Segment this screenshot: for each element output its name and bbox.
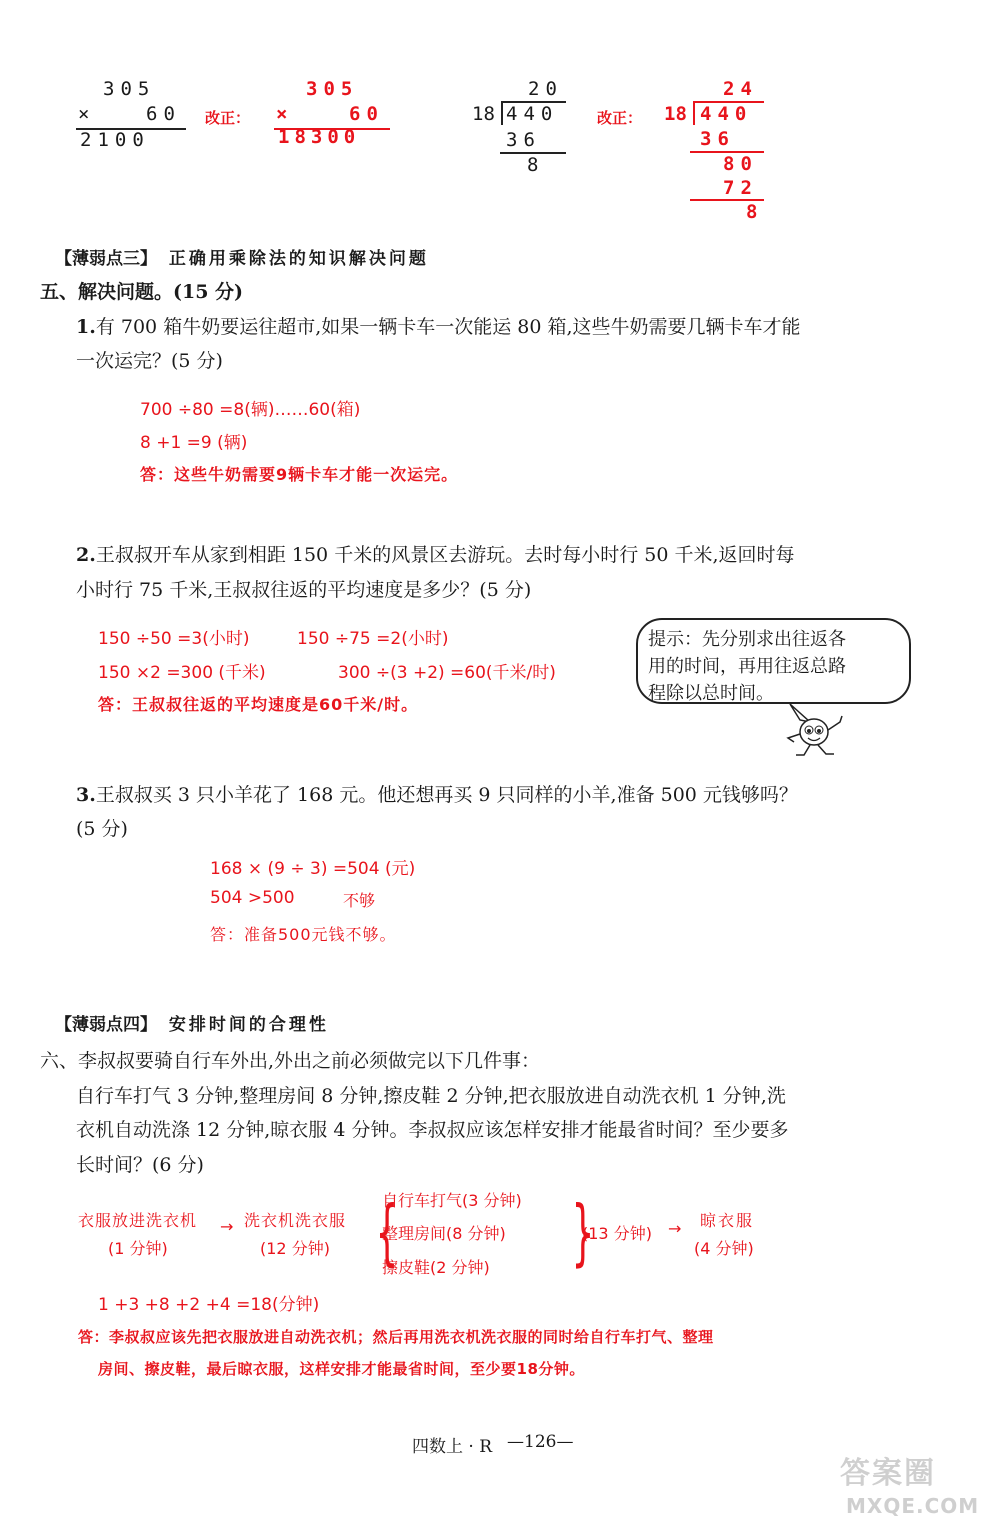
weak-point-4 — [55, 1010, 329, 1035]
mult-right-b: 60 — [349, 103, 384, 125]
div-wrong-rem: 8 — [527, 154, 539, 176]
q2-answer-2b: 300 ÷(3 +2) =60(千米/时) — [338, 663, 556, 683]
mult-wrong-op: × — [78, 103, 90, 125]
q1-line1 — [76, 310, 801, 344]
q2-line2: 小时行 75 千米,王叔叔往返的平均速度是多少？(5 分) — [76, 579, 532, 601]
q3-answer-2a: 504 >500 — [210, 888, 295, 908]
q3-num: 3. — [76, 784, 96, 806]
q3-line1 — [76, 778, 798, 812]
flow-parallel-time: (13 分钟) — [582, 1224, 652, 1243]
footer-label: 四数上 · R — [412, 1437, 493, 1457]
div-right-dividend: 440 — [700, 103, 753, 125]
div-wrong-dividend: 440 — [506, 103, 559, 125]
correction-label-2: 改正： — [597, 109, 643, 127]
q2-num: 2. — [76, 544, 96, 566]
weak-point-3 — [55, 244, 429, 269]
q2-line1 — [76, 538, 795, 572]
section-6-line2: 衣机自动洗涤 12 分钟,晾衣服 4 分钟。李叔叔应该怎样安排才能最省时间？至少要多 — [76, 1119, 789, 1141]
hint-line-1: 提示：先分别求出往返各 — [648, 629, 846, 650]
flow-parallel-1: 自行车打气(3 分钟) — [382, 1191, 522, 1210]
div-wrong-quotient: 20 — [528, 78, 563, 100]
mult-right-a: 305 — [306, 78, 359, 100]
div-right-sub2: 72 — [723, 177, 758, 199]
q3-line2: (5 分) — [76, 818, 128, 840]
mult-wrong-result: 2100 — [80, 129, 150, 151]
section-6-line3: 长时间？(6 分) — [76, 1154, 204, 1176]
watermark-url: MXQE.COM — [846, 1494, 980, 1518]
flow-step-4: 晾衣服 — [700, 1211, 755, 1230]
flow-step-1: 衣服放进洗衣机 — [78, 1211, 198, 1230]
div-right-sub1: 36 — [700, 128, 735, 150]
flow-step-2: 洗衣机洗衣服 — [244, 1211, 347, 1230]
div-right-quotient: 24 — [723, 78, 758, 100]
mult-wrong-b: 60 — [146, 103, 181, 125]
flow-brace-right-icon: } — [571, 1190, 595, 1274]
correction-label-1: 改正： — [205, 109, 251, 127]
q2-answer-1b: 150 ÷75 =2(小时) — [297, 629, 449, 649]
flow-parallel-2: 整理房间(8 分钟) — [382, 1224, 506, 1243]
flow-step-2-time: (12 分钟) — [260, 1239, 330, 1258]
flow-brace-left-icon: { — [375, 1190, 399, 1274]
flow-arrow-2-icon: → — [668, 1219, 682, 1238]
div-right-divisor: 18 — [664, 103, 687, 125]
q3-answer-3: 答：准备500元钱不够。 — [210, 925, 397, 944]
q3-answer-2b: 不够 — [343, 891, 376, 910]
hint-bubble — [636, 618, 911, 704]
q1-answer-3: 答：这些牛奶需要9辆卡车才能一次运完。 — [140, 465, 459, 484]
q1-num: 1. — [76, 316, 96, 338]
flow-arrow-1-icon: → — [220, 1217, 234, 1236]
div-wrong-sub: 36 — [506, 129, 541, 151]
div-right-mid: 80 — [723, 153, 758, 175]
hint-line-2: 用的时间，再用往返总路 — [648, 656, 846, 677]
flow-step-1-time: (1 分钟) — [108, 1239, 168, 1258]
q3-answer-1: 168 × (9 ÷ 3) =504 (元) — [210, 859, 416, 879]
q3-text1: 王叔叔买 3 只小羊花了 168 元。他还想再买 9 只同样的小羊,准备 500 元钱够吗？ — [95, 784, 798, 806]
q2-answer-3: 答：王叔叔往返的平均速度是60千米/时。 — [98, 695, 419, 714]
flow-answer-2: 房间、擦皮鞋，最后晾衣服，这样安排才能最省时间，至少要18分钟。 — [98, 1360, 585, 1378]
section-6-heading: 六、李叔叔要骑自行车外出,外出之前必须做完以下几件事： — [40, 1050, 541, 1072]
flow-step-4-time: (4 分钟) — [694, 1239, 754, 1258]
weak-point-3-title: 正确用乘除法的知识解决问题 — [168, 249, 429, 269]
weak-point-4-tag: 【薄弱点四】 — [55, 1015, 157, 1035]
div-wrong-divisor: 18 — [472, 103, 495, 125]
q2-answer-2a: 150 ×2 =300 (千米) — [98, 663, 266, 683]
q2-answer-1a: 150 ÷50 =3(小时) — [98, 629, 250, 649]
mult-wrong-a: 305 — [103, 78, 156, 100]
mult-right-op: × — [276, 103, 288, 125]
q2-text1: 王叔叔开车从家到相距 150 千米的风景区去游玩。去时每小时行 50 千米,返回时每 — [95, 544, 795, 566]
section-6-line1: 自行车打气 3 分钟,整理房间 8 分钟,擦皮鞋 2 分钟,把衣服放进自动洗衣机 1 分钟,洗 — [76, 1085, 786, 1107]
weak-point-3-tag: 【薄弱点三】 — [55, 249, 157, 269]
q1-answer-2: 8 +1 =9 (辆) — [140, 433, 248, 453]
flow-parallel-3: 擦皮鞋(2 分钟) — [382, 1258, 490, 1277]
page-number: —126— — [507, 1432, 574, 1452]
mult-right-result: 18300 — [278, 126, 361, 148]
q1-text1: 有 700 箱牛奶要运往超市,如果一辆卡车一次能运 80 箱,这些牛奶需要几辆卡车才能 — [95, 316, 801, 338]
flow-sum: 1 +3 +8 +2 +4 =18(分钟) — [98, 1295, 320, 1315]
q1-answer-1: 700 ÷80 =8(辆)……60(箱) — [140, 400, 361, 420]
hint-line-3: 程除以总时间。 — [648, 683, 774, 704]
q1-line2: 一次运完？(5 分) — [76, 350, 223, 372]
mascot-icon — [770, 700, 860, 760]
weak-point-4-title: 安排时间的合理性 — [168, 1015, 329, 1035]
watermark-logo: 答案圈 — [840, 1456, 936, 1491]
flow-answer-1: 答：李叔叔应该先把衣服放进自动洗衣机；然后再用洗衣机洗衣服的同时给自行车打气、整理 — [78, 1328, 714, 1346]
div-right-rem: 8 — [746, 201, 758, 223]
section-5-heading: 五、解决问题。(15 分) — [40, 281, 244, 303]
